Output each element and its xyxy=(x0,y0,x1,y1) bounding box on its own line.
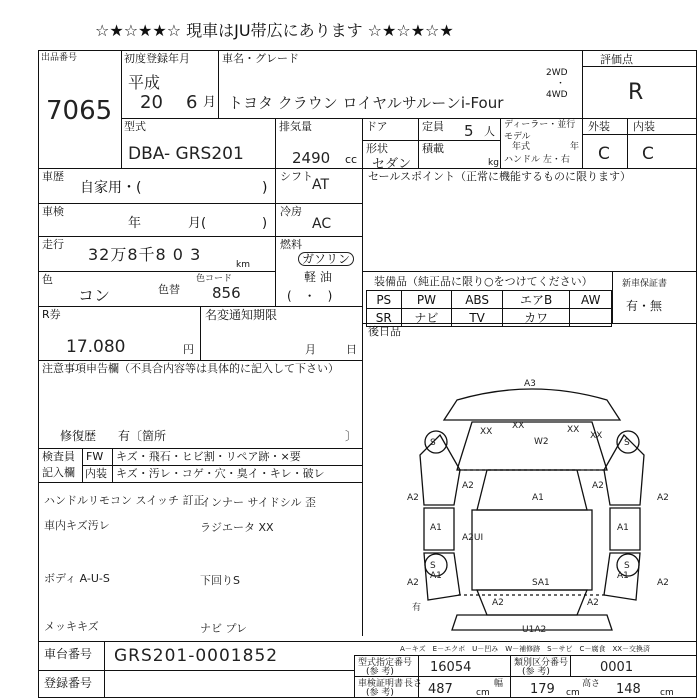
equipment-table xyxy=(366,290,612,327)
designation-sub: (参 考) xyxy=(366,667,394,677)
ext-value: C xyxy=(598,144,610,164)
fuel-gas: ガソリン xyxy=(298,252,354,266)
banner: ☆★☆★★☆ 現車はJU帯広にあります ☆★☆★☆★ xyxy=(95,21,454,40)
ext-label: 外装 xyxy=(588,120,610,133)
ac-value: AC xyxy=(312,216,332,232)
model-year-label2: 年式 xyxy=(512,142,531,152)
doors-label: ドア xyxy=(366,120,388,133)
dims-height-unit: cm xyxy=(660,688,674,698)
recycle-label: R券 xyxy=(42,308,61,321)
designation-value: 16054 xyxy=(430,660,472,675)
dims-width: 179 xyxy=(530,682,555,697)
color-code-label: 色コード xyxy=(196,274,233,284)
front-bumper-outline xyxy=(444,389,620,420)
designation-label: 型式指定番号 xyxy=(358,658,413,668)
mark-w2: W2 xyxy=(534,437,549,447)
displacement-label: 排気量 xyxy=(279,120,312,133)
displacement-value: 2490 xyxy=(292,149,331,167)
equip-navi: ナビ xyxy=(401,309,452,327)
inspector-label2: 記入欄 xyxy=(42,466,75,479)
vehicle-name: トヨタ クラウン ロイヤルサルーンi-Four xyxy=(228,94,504,112)
mark-a2ui: A2UI xyxy=(462,533,484,543)
ac-label: 冷房 xyxy=(280,205,302,218)
repair-label: 修復歴 xyxy=(60,429,97,443)
mark-a2-4: A2 xyxy=(592,481,604,491)
equip-abs: ABS xyxy=(452,291,503,309)
dims-length-unit: cm xyxy=(476,688,490,698)
category-label: 類別区分番号 xyxy=(514,658,569,668)
mark-u1a2: U1A2 xyxy=(522,625,547,635)
mileage-label: 走行 xyxy=(42,238,64,251)
chassis-label: 車台番号 xyxy=(44,647,93,661)
recycle-unit: 円 xyxy=(183,343,194,356)
lot-label: 出品番号 xyxy=(41,53,78,63)
dims-sub: (参 考) xyxy=(366,688,394,698)
dealer-label: ディーラー・並行 xyxy=(504,120,576,130)
damage-legend: A－キズ E－エクボ U－凹み W－補修跡 S－サビ C－腐食 XX－交換済 xyxy=(400,645,651,653)
rear-seat-label: 後日品 xyxy=(368,325,401,338)
first-reg-month-unit: 月 xyxy=(203,95,217,110)
history-value: 自家用・( xyxy=(80,180,142,196)
inspector-in: 内装 xyxy=(85,467,107,480)
dims-length: 487 xyxy=(428,682,453,697)
remark-8: ナビ プレ xyxy=(200,622,248,635)
repair-value: 有〔箇所 xyxy=(118,429,167,443)
fuel-diesel: 軽 油 xyxy=(304,270,332,284)
warranty-value: 有・無 xyxy=(626,299,663,313)
car-damage-diagram xyxy=(362,360,697,640)
remark-5: インナー サイドシル 歪 xyxy=(200,496,316,509)
mark-s1: S xyxy=(430,438,436,448)
lot-number: 7065 xyxy=(46,96,113,126)
remark-1: ハンドルリモコン スイッチ 訂正 xyxy=(44,494,205,507)
model-label: 型式 xyxy=(124,120,146,133)
body-type-value: セダン xyxy=(372,157,412,172)
capacity-value: 5 xyxy=(464,122,474,140)
capacity-unit: 人 xyxy=(484,125,495,138)
name-change-day: 日 xyxy=(346,343,357,356)
repair-close: 〕 xyxy=(345,429,358,443)
dims-cert-label: 車検証明書 xyxy=(358,679,404,689)
mark-a2-3: A2 xyxy=(657,493,669,503)
mark-a1-2: A1 xyxy=(430,523,442,533)
dims-height-label: 高さ xyxy=(582,679,601,689)
mark-a2-1: A2 xyxy=(407,493,419,503)
color-value: コン xyxy=(78,286,111,305)
equip-ps: PS xyxy=(367,291,402,309)
mark-a2-7: A2 xyxy=(492,598,504,608)
drive-4wd: 4WD xyxy=(546,90,568,100)
fuel-label: 燃料 xyxy=(280,238,302,251)
mark-a2-5: A2 xyxy=(407,578,419,588)
history-close: ) xyxy=(262,180,268,196)
remark-6: ラジエータ XX xyxy=(200,521,274,534)
warranty-label: 新車保証書 xyxy=(622,279,668,289)
sales-point-label: セールスポイント（正常に機能するものに限ります） xyxy=(368,170,632,183)
load-unit: kg xyxy=(488,158,499,168)
mark-xx4: XX xyxy=(590,431,603,441)
shift-value: AT xyxy=(312,177,330,193)
mark-a2-6: A2 xyxy=(657,578,669,588)
color-code-value: 856 xyxy=(212,284,241,302)
int-label: 内装 xyxy=(633,120,655,133)
mark-ari: 有 xyxy=(412,603,422,613)
windshield-outline xyxy=(477,470,587,510)
remark-2: 車内キズ汚レ xyxy=(44,519,110,532)
vehicle-label: 車名・グレード xyxy=(222,52,299,65)
mark-a1-4: A1 xyxy=(430,571,442,581)
plate-label: 登録番号 xyxy=(44,676,93,690)
equip-airbag: エアB xyxy=(502,291,570,309)
mark-a2-2: A2 xyxy=(462,481,474,491)
color-change-label: 色替 xyxy=(158,283,180,296)
chassis-value: GRS201-0001852 xyxy=(114,646,279,666)
mark-s4: S xyxy=(624,561,630,571)
first-reg-label: 初度登録年月 xyxy=(124,52,190,65)
inspector-fw-text: キズ・飛石・ヒビ割・リペア跡・×要 xyxy=(116,450,301,463)
grade-value: R xyxy=(628,80,644,105)
mark-a1-5: A1 xyxy=(617,571,629,581)
first-reg-month: 6 xyxy=(186,92,198,113)
mark-a2-8: A2 xyxy=(587,598,599,608)
first-reg-year: 20 xyxy=(140,92,163,113)
category-value: 0001 xyxy=(600,660,634,675)
mark-s2: S xyxy=(624,438,630,448)
first-reg-era: 平成 xyxy=(128,73,161,92)
handle-label: ハンドル 左・右 xyxy=(504,155,570,165)
shift-label: シフト xyxy=(280,170,313,183)
load-label: 積載 xyxy=(422,142,444,155)
remark-3: ボディ A-U-S xyxy=(44,572,110,585)
drive-dot: ・ xyxy=(556,79,566,89)
recycle-value: 17.080 xyxy=(66,337,126,357)
grade-label: 評価点 xyxy=(600,53,633,66)
equip-aw: AW xyxy=(570,291,612,309)
drive-2wd: 2WD xyxy=(546,68,568,78)
inspection-close: ) xyxy=(262,216,268,231)
equip-pw: PW xyxy=(401,291,452,309)
body-type-label: 形状 xyxy=(366,142,388,155)
inspection-year: 年 xyxy=(128,216,142,231)
name-change-label: 名変通知期限 xyxy=(205,308,278,322)
dims-length-label: 長さ xyxy=(404,679,423,689)
remark-7: 下回りS xyxy=(200,574,240,587)
mark-s3: S xyxy=(430,561,436,571)
name-change-month: 月 xyxy=(305,343,316,356)
equipment-label: 装備品（純正品に限り○をつけてください） xyxy=(374,275,593,288)
mark-xx2: XX xyxy=(512,421,525,431)
dims-width-label: 幅 xyxy=(494,679,504,689)
mark-a1-3: A1 xyxy=(617,523,629,533)
mark-sa1: SA1 xyxy=(532,578,550,588)
equip-tv: TV xyxy=(452,309,503,327)
mileage-value: 32万8千8 0 3 xyxy=(88,245,202,264)
notes-label: 注意事項申告欄（不具合内容等は具体的に記入して下さい） xyxy=(42,362,339,375)
mark-a3: A3 xyxy=(524,379,536,389)
equip-sr: SR xyxy=(367,309,402,327)
model-year-label1: モデル xyxy=(504,132,531,142)
history-label: 車歴 xyxy=(42,170,64,183)
mark-xx3: XX xyxy=(567,425,580,435)
inspection-label: 車検 xyxy=(42,205,64,218)
remark-4: メッキキズ xyxy=(44,620,99,633)
int-value: C xyxy=(642,144,654,164)
mileage-unit: km xyxy=(236,260,250,270)
model-value: DBA- GRS201 xyxy=(128,144,244,164)
dims-width-unit: cm xyxy=(566,688,580,698)
mark-a1-1: A1 xyxy=(532,493,544,503)
dims-height: 148 xyxy=(616,682,641,697)
inspector-label1: 検査員 xyxy=(42,450,75,463)
inspector-in-text: キズ・汚レ・コゲ・穴・臭イ・キレ・破レ xyxy=(116,467,325,480)
fuel-paren: ( ・ ) xyxy=(287,289,333,303)
category-sub: (参 考) xyxy=(522,667,550,677)
capacity-label: 定員 xyxy=(422,120,444,133)
color-label: 色 xyxy=(42,273,53,286)
inspector-fw: FW xyxy=(86,450,104,463)
inspection-month: 月( xyxy=(188,216,207,231)
mark-xx1: XX xyxy=(480,427,493,437)
equip-leather: カワ xyxy=(502,309,570,327)
model-year-unit: 年 xyxy=(570,142,580,152)
displacement-unit: cc xyxy=(345,153,358,166)
